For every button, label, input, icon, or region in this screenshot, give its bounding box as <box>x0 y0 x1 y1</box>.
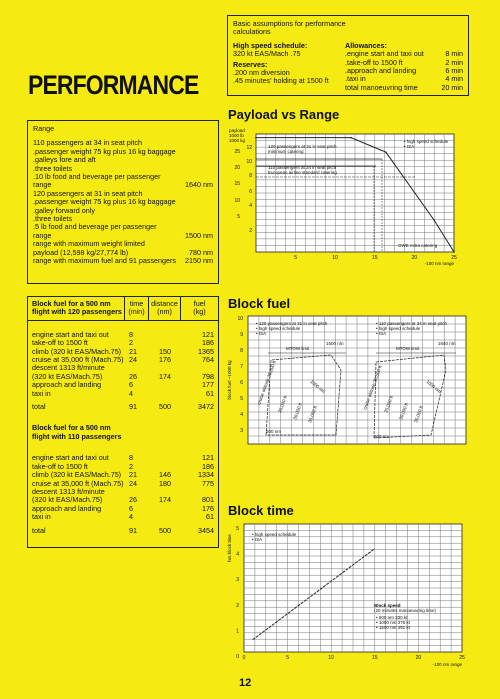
assumptions-heading-2: calculations <box>233 27 271 37</box>
assumptions-box <box>227 15 469 96</box>
x-tick: 10 <box>332 255 338 261</box>
annotation: 1640 nm <box>438 341 456 346</box>
allowance-value: 4 min <box>445 74 463 84</box>
x-tick: 0 <box>242 655 246 661</box>
fuel-col-header-text: fuel <box>193 299 206 308</box>
payload-chart-title: Payload vs Range <box>228 107 340 122</box>
high-speed-value: 320 kt EAS/Mach .75 <box>233 49 301 59</box>
range-row <box>33 257 213 265</box>
fuel-row-label: (320 kt EAS/Mach.75) <box>32 371 103 381</box>
fuel-row-fuel: 764 <box>202 355 214 365</box>
fuel-section-title-2: flight with 110 passengers <box>32 431 122 441</box>
legend-item: • ISA <box>404 144 415 149</box>
fuel-row-fuel: 1334 <box>198 470 214 480</box>
reserves-title: Reserves: <box>233 59 268 69</box>
x-axis-unit: -100 nm range <box>424 261 454 266</box>
y-axis-label: hrs block time <box>227 534 232 562</box>
y-tick: 9 <box>240 332 243 338</box>
allowance-row <box>345 84 463 92</box>
legend-item-left: • ISA <box>256 331 267 336</box>
legend-item: • high speed schedule <box>404 139 449 144</box>
note-text: 120 passengers at 31 in seat pitch <box>268 144 337 149</box>
reserves-item: .45 minutes' holding at 1500 ft <box>233 76 329 86</box>
fuel-row-fuel: 177 <box>202 380 214 390</box>
legend-item-right: • 110 passengers at 34 in seat pitch <box>376 321 448 326</box>
fuel-row <box>28 513 218 521</box>
annotation: 1000 nm <box>425 378 442 395</box>
fuel-total-time: 91 <box>129 525 137 535</box>
fuel-row-time: 24 <box>129 355 137 365</box>
allowance-value: 6 min <box>445 66 463 76</box>
legend-item-right: • ISA <box>376 331 387 336</box>
fuel-row-fuel: 1365 <box>198 346 214 356</box>
fuel-row-dist: 174 <box>159 371 171 381</box>
annotation: 30,000 ft <box>292 402 303 421</box>
block-fuel-title: Block fuel <box>228 296 291 311</box>
x-tick: 5 <box>294 255 297 261</box>
fuel-row-time: 26 <box>129 371 137 381</box>
y-axis-label: payload <box>229 128 245 133</box>
range-label: range <box>33 230 52 240</box>
allowance-label: .approach and landing <box>345 66 417 76</box>
y-tick-kg: 2 <box>249 228 252 234</box>
annotation: 1500 nm <box>326 341 344 346</box>
page-title: PERFORMANCE <box>28 70 199 100</box>
fuel-row-fuel: 176 <box>202 503 214 513</box>
fuel-row-label: climb (320 kt EAS/Mach.75) <box>32 470 122 480</box>
allowance-label: .take-off to 1500 ft <box>345 57 403 67</box>
y-tick: 4 <box>240 412 243 418</box>
y-tick: 4 <box>236 551 239 558</box>
fuel-row-time: 4 <box>129 512 133 522</box>
y-tick: 3 <box>240 428 243 434</box>
allowance-value: 20 min <box>441 82 463 92</box>
data-point <box>385 151 387 153</box>
y-tick-kg: 12 <box>246 145 252 151</box>
fuel-row-label: taxi in <box>32 512 51 522</box>
payload-range-chart <box>226 122 472 282</box>
fuel-row-dist: 150 <box>159 346 171 356</box>
fuel-row-time: 24 <box>129 478 137 488</box>
data-point <box>255 137 257 139</box>
fuel-row-time: 26 <box>129 495 137 505</box>
y-tick: 8 <box>240 348 243 354</box>
legend-item-right: • high speed schedule <box>376 326 421 331</box>
range-label: .galley forward only <box>33 205 95 215</box>
fuel-row-fuel: 801 <box>202 495 214 505</box>
fuel-col-header-text: distance <box>151 299 178 308</box>
annotation: cruise altitude 35,000 ft <box>362 364 383 411</box>
data-point <box>433 219 435 221</box>
fuel-row-time: 8 <box>129 329 133 339</box>
y-axis-label: block fuel ~1000 kg <box>227 360 232 400</box>
fuel-row-dist <box>149 381 181 389</box>
annotation: 500 nm <box>266 429 282 434</box>
block-speed-row: • 500 nm 330 kt <box>376 615 408 620</box>
fuel-row-fuel: 186 <box>202 461 214 471</box>
fuel-row-dist: 176 <box>159 355 171 365</box>
fuel-row-dist <box>149 454 181 462</box>
fuel-table-header <box>28 421 218 444</box>
fuel-total-row <box>28 527 218 535</box>
y-tick: 7 <box>240 364 243 370</box>
range-value: 2150 nm <box>185 256 213 266</box>
legend-item: • high speed schedule <box>252 532 297 537</box>
fuel-row <box>28 505 218 513</box>
fuel-row-fuel: 775 <box>202 478 214 488</box>
x-tick: 5 <box>286 655 289 661</box>
fuel-table-body <box>28 297 218 535</box>
fuel-row-time: 2 <box>129 461 133 471</box>
fuel-table-body-section <box>28 444 218 535</box>
fuel-row-dist <box>149 513 181 521</box>
y-axis-label-lb: 1000 lb <box>229 133 244 138</box>
y-tick: 5 <box>236 526 239 532</box>
block-fuel-table <box>27 296 219 548</box>
x-tick: 20 <box>415 655 422 661</box>
fuel-row-time: 21 <box>129 346 137 356</box>
range-label: .5 lb food and beverage per passenger <box>33 222 157 232</box>
fuel-col-header-text: (nm) <box>157 307 172 317</box>
range-value: 1640 nm <box>185 180 213 190</box>
range-label: range <box>33 180 52 190</box>
x-tick: 15 <box>372 255 378 261</box>
allowances-list <box>345 50 463 92</box>
allowance-value: 8 min <box>445 49 463 59</box>
fuel-row-dist <box>149 505 181 513</box>
fuel-total-fuel: 3454 <box>198 525 214 535</box>
legend-item-left: • high speed schedule <box>256 326 301 331</box>
annotation: 30,000 ft <box>398 402 409 421</box>
note-text: OWE extra catering <box>398 243 438 248</box>
fuel-col-header-text: (kg) <box>193 307 206 317</box>
fuel-total-time: 91 <box>129 402 137 412</box>
fuel-col-header <box>149 297 181 320</box>
fuel-row-time: 6 <box>129 503 133 513</box>
annotation: 35,000 ft <box>307 405 318 424</box>
block-speed-row: • 1000 nm 376 kt <box>376 620 410 625</box>
fuel-section-title-1: Block fuel for a 500 nm <box>32 423 111 433</box>
y-tick-lb: 15 <box>234 181 240 187</box>
fuel-total-dist: 500 <box>159 525 171 535</box>
annotation: 500 nm <box>374 434 390 439</box>
fuel-row-fuel: 121 <box>202 453 214 463</box>
range-label: range with maximum weight limited <box>33 239 145 249</box>
annotation: 1000 nm <box>309 378 326 395</box>
fuel-row-dist: 146 <box>159 470 171 480</box>
fuel-row-dist <box>149 390 181 398</box>
annotation: MTOW limit <box>396 346 420 351</box>
annotation: cruise altitude 35,000 ft <box>256 359 277 406</box>
fuel-row <box>28 390 218 398</box>
fuel-row-dist: 174 <box>159 495 171 505</box>
fuel-total-label: total <box>32 525 46 535</box>
fuel-row-time: 8 <box>129 453 133 463</box>
y-tick: 2 <box>236 602 239 609</box>
fuel-row-label: cruise at 35,000 ft (Mach.75) <box>32 355 124 365</box>
block-time-chart <box>226 518 472 670</box>
y-tick-kg: 8 <box>249 173 252 179</box>
range-title: Range <box>33 124 55 133</box>
note-text: European airline standard catering <box>268 170 337 175</box>
fuel-row-time: 6 <box>129 380 133 390</box>
fuel-col-header <box>181 297 218 320</box>
x-tick: 25 <box>459 655 465 661</box>
fuel-row-label: approach and landing <box>32 380 102 390</box>
annotation: 25,000 ft <box>277 395 288 414</box>
fuel-row-label: descent 1313 ft/minute <box>32 363 105 373</box>
range-label: .three toilets <box>33 214 73 224</box>
allowances-title: Allowances: <box>345 40 387 50</box>
fuel-col-header <box>125 297 149 320</box>
fuel-section-title <box>28 421 125 444</box>
y-tick: 5 <box>240 396 243 402</box>
fuel-row-label: taxi in <box>32 388 51 398</box>
block-speed-sub: (20 minutes manoeuvring time) <box>374 608 437 613</box>
x-tick: 20 <box>411 255 418 261</box>
block-speed-title: Block speed <box>374 603 401 608</box>
y-tick-lb: 20 <box>234 165 240 171</box>
y-tick-kg: 10 <box>246 159 252 165</box>
range-label: 110 passengers at 34 in seat pitch <box>33 138 142 148</box>
fuel-row <box>28 381 218 389</box>
fuel-row-label: cruise at 35,000 ft (Mach.75) <box>32 478 124 488</box>
block-speed-row: • 1500 nm 391 kt <box>376 625 410 630</box>
fuel-row-label: approach and landing <box>32 503 102 513</box>
range-label: 120 passengers at 31 in seat pitch <box>33 188 143 198</box>
fuel-row-fuel: 61 <box>206 512 214 522</box>
fuel-row-dist <box>149 331 181 339</box>
x-tick: 15 <box>372 655 378 661</box>
fuel-row-label: engine start and taxi out <box>32 329 109 339</box>
fuel-row-fuel: 61 <box>206 388 214 398</box>
allowance-value: 2 min <box>445 57 463 67</box>
note-text: 110 passengers at 34 in seat pitch <box>268 165 337 170</box>
legend-item-left: • 120 passengers at 31 in seat pitch <box>256 321 328 326</box>
fuel-col-header-text: time <box>129 299 144 308</box>
range-value: 780 nm <box>189 247 213 257</box>
fuel-row-fuel: 121 <box>202 329 214 339</box>
fuel-row-label: (320 kt EAS/Mach.75) <box>32 495 103 505</box>
fuel-total-label: total <box>32 402 46 412</box>
data-point <box>350 137 352 139</box>
allowance-label: total manoeuvring time <box>345 82 418 92</box>
fuel-section-title-2: flight with 120 passengers <box>32 307 122 317</box>
y-tick: 10 <box>237 316 243 322</box>
fuel-section-title-1: Block fuel for a 500 nm <box>32 299 111 308</box>
y-tick: 3 <box>236 577 239 584</box>
y-tick-lb: 10 <box>234 198 240 204</box>
y-tick-lb: 25 <box>234 149 240 155</box>
range-label: .galleys fore and aft <box>33 155 96 165</box>
allowance-label: .engine start and taxi out <box>345 49 424 59</box>
block-time-title: Block time <box>228 503 294 518</box>
annotation: 25,000 ft <box>383 395 394 414</box>
fuel-row-fuel: 186 <box>202 338 214 348</box>
y-axis-label-kg: 1000 kg <box>229 138 246 143</box>
fuel-row-time: 21 <box>129 470 137 480</box>
fuel-row-fuel: 798 <box>202 371 214 381</box>
allowance-label: .taxi in <box>345 74 366 84</box>
y-tick: 1 <box>236 628 239 635</box>
y-tick: 0 <box>236 654 239 660</box>
y-tick-kg: 4 <box>249 203 252 209</box>
fuel-section-title <box>28 297 125 320</box>
fuel-table-header <box>28 297 218 321</box>
y-tick-lb: 5 <box>237 214 240 220</box>
assumptions-heading: Basic assumptions for performance <box>233 19 346 28</box>
fuel-row-label: engine start and taxi out <box>32 453 109 463</box>
range-box <box>27 120 219 284</box>
fuel-row-label: descent 1313 ft/minute <box>32 486 105 496</box>
range-list <box>33 139 213 265</box>
fuel-total-dist: 500 <box>159 402 171 412</box>
note-text: minimum catering <box>268 149 304 154</box>
legend-item: • ISA <box>252 537 263 542</box>
range-label: .10 lb food and beverage per passenger <box>33 172 161 182</box>
annotation: MTOW limit <box>286 346 310 351</box>
range-value: 1500 nm <box>185 230 213 240</box>
x-axis-unit: -100 nm range <box>432 662 462 667</box>
fuel-row-label: take-off to 1500 ft <box>32 461 88 471</box>
fuel-row-time: 2 <box>129 338 133 348</box>
y-tick: 6 <box>240 380 243 386</box>
annotation: 35,000 ft <box>413 405 424 424</box>
page-number: 12 <box>239 677 252 689</box>
x-tick: 10 <box>328 655 334 661</box>
range-label: .three toilets <box>33 163 73 173</box>
fuel-total-fuel: 3472 <box>198 402 214 412</box>
fuel-row-dist: 180 <box>159 478 171 488</box>
y-tick-kg: 6 <box>249 189 252 195</box>
data-point <box>453 251 455 253</box>
high-speed-title: High speed schedule: <box>233 40 308 50</box>
block-fuel-chart <box>226 310 472 450</box>
range-label: range with maximum fuel and 91 passengers <box>33 256 177 266</box>
fuel-row-time: 4 <box>129 388 133 398</box>
fuel-row-label: take-off to 1500 ft <box>32 338 88 348</box>
fuel-table-body-section <box>28 321 218 412</box>
range-label: payload (12,598 kg/27,774 lb) <box>33 247 129 257</box>
x-tick: 25 <box>451 255 457 261</box>
reserves-item: .200 nm diversion <box>233 68 290 78</box>
fuel-col-header-text: (min) <box>128 307 145 317</box>
range-label: .passenger weight 75 kg plus 16 kg baggage <box>33 197 176 207</box>
range-label: .passenger weight 75 kg plus 16 kg baggage <box>33 146 176 156</box>
fuel-row-label: climb (320 kt EAS/Mach.75) <box>32 346 122 356</box>
fuel-total-row <box>28 403 218 411</box>
